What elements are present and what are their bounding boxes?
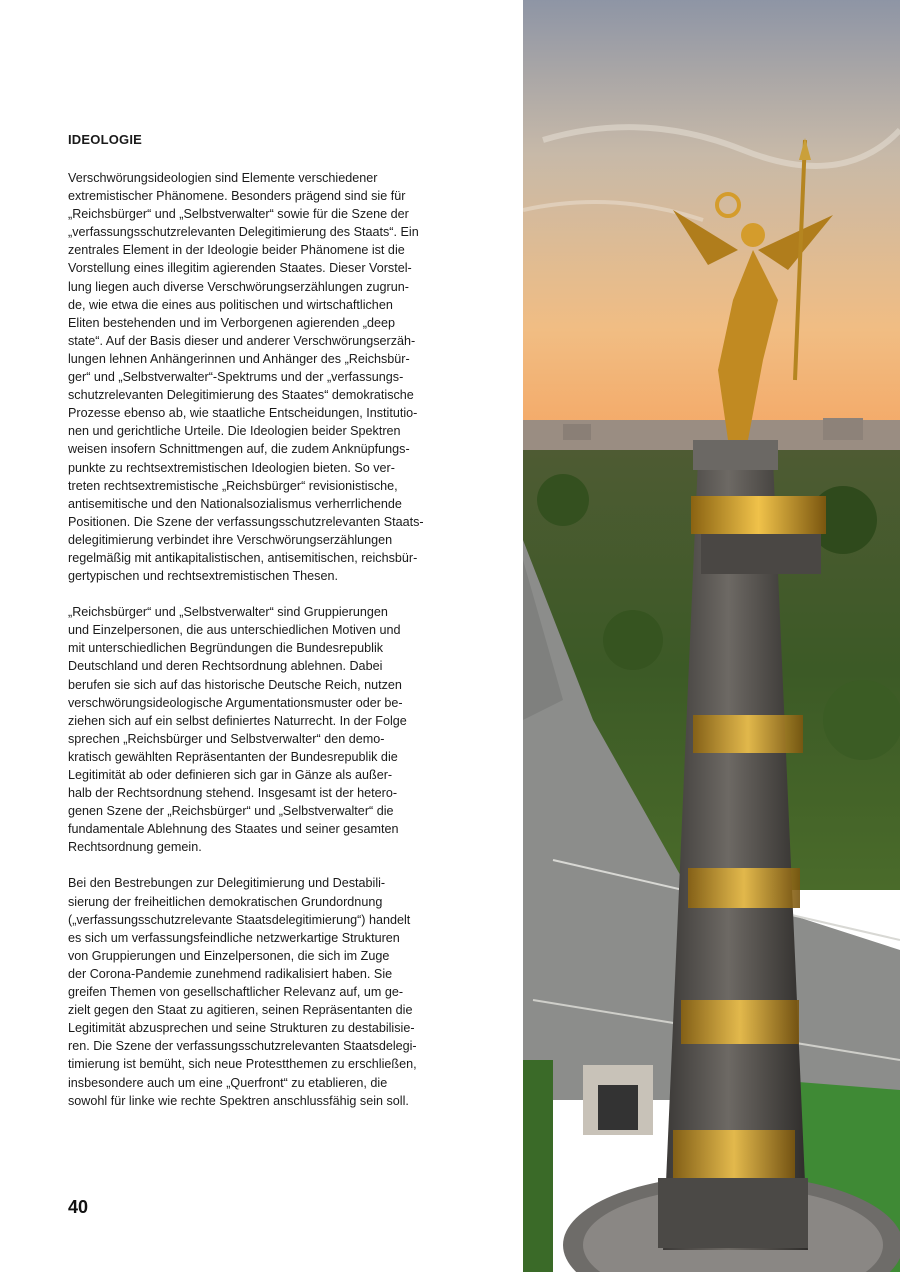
text-line: berufen sie sich auf das historische Deutsche Reich, nutzen	[68, 677, 402, 692]
text-line: sprechen „Reichsbürger und Selbstverwalter“ den demo-	[68, 731, 385, 746]
text-line: timierung ist bemüht, sich neue Protestthemen zu erschließen,	[68, 1057, 417, 1072]
text-line: Vorstellung eines illegitim agierenden Staates. Dieser Vorstel-	[68, 261, 412, 276]
text-line: gertypischen und rechtsextremistischen Thesen.	[68, 569, 338, 584]
text-line: antisemitische und den Nationalsozialismus verherrlichende	[68, 496, 402, 511]
text-line: weisen insofern Schnittmengen auf, die zudem Anknüpfungs-	[68, 442, 410, 457]
text-line: („verfassungsschutzrelevante Staatsdelegitimierung“) handelt	[68, 912, 411, 927]
text-line: Bei den Bestrebungen zur Delegitimierung und Destabili-	[68, 876, 386, 891]
text-line: ren. Die Szene der verfassungsschutzrelevanten Staatsdelegi-	[68, 1039, 417, 1054]
text-line: nen und gerichtliche Urteile. Die Ideologien beider Spektren	[68, 424, 401, 439]
text-line: punkte zu rechtsextremistischen Ideologien bieten. So ver-	[68, 460, 395, 475]
text-line: Legitimität ab oder definieren sich gar in Gänze als außer-	[68, 768, 393, 782]
text-line: es sich um verfassungsfeindliche netzwerkartige Strukturen	[68, 930, 400, 945]
text-line: Prozesse ebenso ab, wie staatliche Entscheidungen, Institutio-	[68, 406, 418, 421]
text-line: Deutschland und deren Rechtsordnung ablehnen. Dabei	[68, 659, 383, 674]
text-line: ger“ und „Selbstverwalter“-Spektrums und der „verfassungs-	[68, 370, 404, 385]
text-line: treten rechtsextremistische „Reichsbürger“ revisionistische,	[68, 478, 398, 493]
text-line: zielt gegen den Staat zu agitieren, seinen Repräsentanten die	[68, 1003, 413, 1018]
text-line: halb der Rechtsordnung stehend. Insgesamt ist der hetero-	[68, 786, 398, 801]
text-line: Verschwörungsideologien sind Elemente verschiedener	[68, 171, 378, 185]
text-line: ziehen sich auf ein selbst definiertes Naturrecht. In der Folge	[68, 713, 407, 728]
text-line: delegitimierung verbindet ihre Verschwörungserzählungen	[68, 532, 393, 547]
text-line: greifen Themen von gesellschaftlicher Relevanz auf, um ge-	[68, 985, 404, 1000]
text-line: „Reichsbürger“ und „Selbstverwalter“ sind Gruppierungen	[68, 605, 388, 620]
text-line: lung liegen auch diverse Verschwörungserzählungen zugrun-	[68, 279, 409, 294]
text-line: kratisch gewählten Repräsentanten der Bundesrepublik die	[68, 749, 398, 764]
paragraph	[68, 603, 448, 856]
text-line: sierung der freiheitlichen demokratischen Grundordnung	[68, 894, 383, 909]
text-line: Legitimität abzusprechen und seine Strukturen zu destabilisie-	[68, 1021, 415, 1036]
paragraph	[68, 874, 448, 1109]
text-line: fundamentale Ablehnung des Staates und seiner gesamten	[68, 822, 399, 837]
text-line: insbesondere auch um eine „Querfront“ zu etablieren, die	[68, 1075, 388, 1090]
text-line: sowohl für linke wie rechte Spektren anschlussfähig sein soll.	[68, 1093, 409, 1108]
victory-column-photo	[523, 0, 900, 1272]
text-line: zentrales Element in der Ideologie beider Phänomene ist die	[68, 243, 405, 258]
body-text	[68, 169, 448, 1110]
text-line: verschwörungsideologische Argumentationsmuster oder be-	[68, 695, 403, 710]
text-line: „Reichsbürger“ und „Selbstverwalter“ sowie für die Szene der	[68, 207, 409, 222]
text-line: von Gruppierungen und Einzelpersonen, die sich im Zuge	[68, 948, 390, 963]
paragraph	[68, 169, 448, 585]
text-line: Eliten bestehenden und im Verborgenen agierenden „deep	[68, 315, 395, 330]
text-line: Rechtsordnung gemein.	[68, 840, 202, 855]
page-number: 40	[68, 1197, 89, 1217]
text-line: und Einzelpersonen, die aus unterschiedlichen Motiven und	[68, 623, 401, 638]
text-line: der Corona-Pandemie zunehmend radikalisiert haben. Sie	[68, 966, 393, 981]
text-line: „verfassungsschutzrelevanten Delegitimierung des Staats“. Ein	[68, 225, 419, 240]
text-line: Positionen. Die Szene der verfassungsschutzrelevanten Staats-	[68, 514, 424, 529]
section-heading: IDEOLOGIE	[68, 132, 143, 147]
text-line: state“. Auf der Basis dieser und anderer Verschwörungserzäh-	[68, 333, 416, 348]
text-line: lungen lehnen Anhängerinnen und Anhänger des „Reichsbür-	[68, 351, 410, 366]
text-line: de, wie etwa die eines aus politischen und wirtschaftlichen	[68, 297, 393, 312]
text-column	[68, 131, 448, 1128]
text-line: schutzrelevanten Delegitimierung des Staates“ demokratische	[68, 388, 414, 403]
text-line: extremistischer Phänomene. Besonders prägend sind sie für	[68, 189, 406, 204]
text-line: regelmäßig mit antikapitalistischen, antisemitischen, reichsbür-	[68, 550, 418, 565]
text-line: genen Szene der „Reichsbürger“ und „Selbstverwalter“ die	[68, 804, 394, 819]
text-line: mit unterschiedlichen Begründungen die Bundesrepublik	[68, 641, 384, 656]
